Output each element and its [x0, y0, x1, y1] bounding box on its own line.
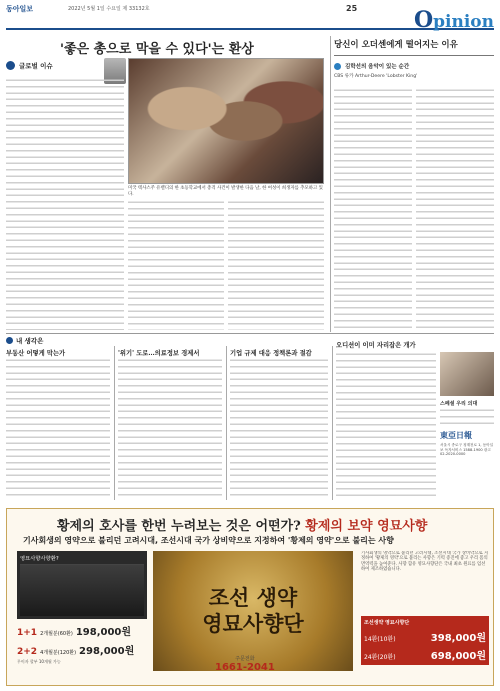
lead-body-col1 — [6, 78, 124, 330]
article-1-title: 부동산 어떻게 막는가 — [6, 350, 66, 357]
column-divider — [332, 346, 333, 500]
article-5-title: 스페셜 우리 의대 — [440, 401, 478, 407]
ad-brand-line1: 조선 생약 — [208, 585, 298, 610]
ad-price-row — [364, 647, 486, 662]
section-divider — [6, 333, 494, 334]
right-sub-label — [334, 62, 494, 70]
ad-price-row-1-price: 398,000원 — [430, 633, 486, 644]
right-byline: CBS 류카 Arthur-Deere 'Lobster King' — [334, 74, 418, 79]
ad-panel-title: 영묘사향사향환? — [20, 556, 59, 562]
ad-contact — [215, 655, 275, 673]
ad-headline-prefix: 황제의 호사를 한번 누려보는 것은 어떤가? — [57, 519, 301, 534]
ad-product-image — [20, 564, 144, 616]
ad-price-title: 조선생약 영묘사향단 — [364, 620, 410, 626]
ad-price-block — [361, 616, 489, 665]
lead-body-col3 — [228, 200, 324, 330]
ad-offer-1-qty: 1+1 — [17, 628, 38, 638]
article-1-body — [6, 358, 110, 498]
lead-body-col2 — [128, 200, 224, 330]
article-5-body — [440, 408, 494, 428]
column-divider — [114, 346, 115, 500]
ad-offer-2-price: 298,000원 — [79, 646, 135, 657]
ad-offer-2-qty: 2+2 — [17, 647, 38, 657]
ad-contact-label: 주문전화 — [235, 656, 255, 662]
ad-subline: 기사회생의 영약으로 불리던 고려시대, 조선시대 국가 상비약으로 지정하여 '황제의 영약'으로 불리는 사향 — [23, 536, 394, 545]
newspaper-logo: 東亞日報 — [440, 431, 472, 440]
article-3-body — [230, 358, 328, 498]
article-4-title: 오디션이 이미 자리잡은 개가 — [336, 342, 416, 349]
masthead: 동아일보 — [6, 5, 34, 13]
ad-offer-1-desc: 2개월분(60환) — [40, 631, 73, 637]
column-divider — [330, 36, 331, 332]
page-number: 25 — [346, 4, 358, 13]
ad-right-panel — [361, 551, 489, 665]
ad-note: 무이자 할부 10개월 가능 — [17, 659, 61, 664]
ad-price-row — [364, 629, 486, 644]
right-headline: 당신이 오더센에게 떨어지는 이유 — [334, 38, 494, 56]
opinion-label — [6, 336, 43, 345]
advertisement — [6, 508, 494, 686]
ad-left-panel — [17, 551, 147, 665]
article-2-title: '위기' 도로…의료정보 경제서 — [118, 350, 200, 357]
right-column — [334, 38, 494, 79]
photo-caption: 미국 텍사스주 유밸디의 한 초등학교에서 총격 사건이 발생한 다음 날, 한 여성이 희생자를 추모하고 있다. — [128, 186, 323, 197]
date-line: 2022년 5월 1일 수요일 제 33132호 — [68, 6, 150, 12]
section-title-initial: O — [413, 7, 434, 33]
right-sub-label-text: 김학선의 음악이 있는 순간 — [345, 64, 410, 70]
opinion-label-text: 내 생각은 — [16, 337, 44, 345]
ad-offer-1-price: 198,000원 — [75, 627, 132, 638]
ad-offer-1 — [17, 623, 147, 638]
right-body-col1 — [334, 88, 412, 332]
article-4-body — [336, 352, 436, 500]
opinion-icon — [6, 337, 13, 344]
ad-headline-highlight: 황제의 보약 영묘사향 — [305, 519, 428, 534]
ad-offer-2 — [17, 642, 147, 657]
ad-phone-number: 1661-2041 — [215, 662, 275, 673]
lead-photo — [128, 58, 324, 184]
ad-headline — [57, 515, 427, 534]
ad-price-row-2-qty: 24환(20환) — [364, 654, 396, 661]
columnist-photo — [440, 352, 494, 396]
newspaper-address: 서울시 종로구 청계천로 1, 동아일보 독자서비스 1588-1900 광고 02-2020-0000 — [440, 443, 494, 457]
ad-price-row-1-qty: 14환(10환) — [364, 636, 396, 643]
column-label-text: 글로벌 이슈 — [19, 61, 53, 70]
ad-panel — [17, 551, 147, 619]
right-body-col2 — [416, 88, 494, 332]
ad-right-text: 기사회생의 영약으로 불리던 고려시대, 조선시대 국가 상비약으로 지정하여 '황제의 영약'으로 불리는 사향은 기력 증진에 좋고 우리 몸의 면역력을 높여준다. 사향 함유 영묘사향단은 국내 최초 원료를 엄선하여 제조하였습니다. — [361, 551, 489, 573]
ad-product-box — [153, 551, 353, 671]
column-label — [6, 58, 98, 72]
column-divider — [226, 346, 227, 500]
section-title-rest: pinion — [433, 12, 494, 32]
ad-brand-line2: 영묘사향단 — [202, 611, 304, 636]
article-2-body — [118, 358, 222, 498]
newspaper-info — [440, 430, 494, 457]
column-icon — [6, 61, 15, 70]
section-title — [414, 7, 494, 33]
ad-offer-2-desc: 4개월분(120환) — [40, 650, 77, 656]
article-3-title: 기업 규제 대응 정책론과 절감 — [230, 350, 312, 357]
lead-headline: '좋은 총으로 막을 수 있다'는 환상 — [60, 42, 254, 57]
music-icon — [334, 63, 341, 70]
page-header — [6, 4, 494, 33]
ad-price-row-2-price: 698,000원 — [430, 651, 486, 662]
